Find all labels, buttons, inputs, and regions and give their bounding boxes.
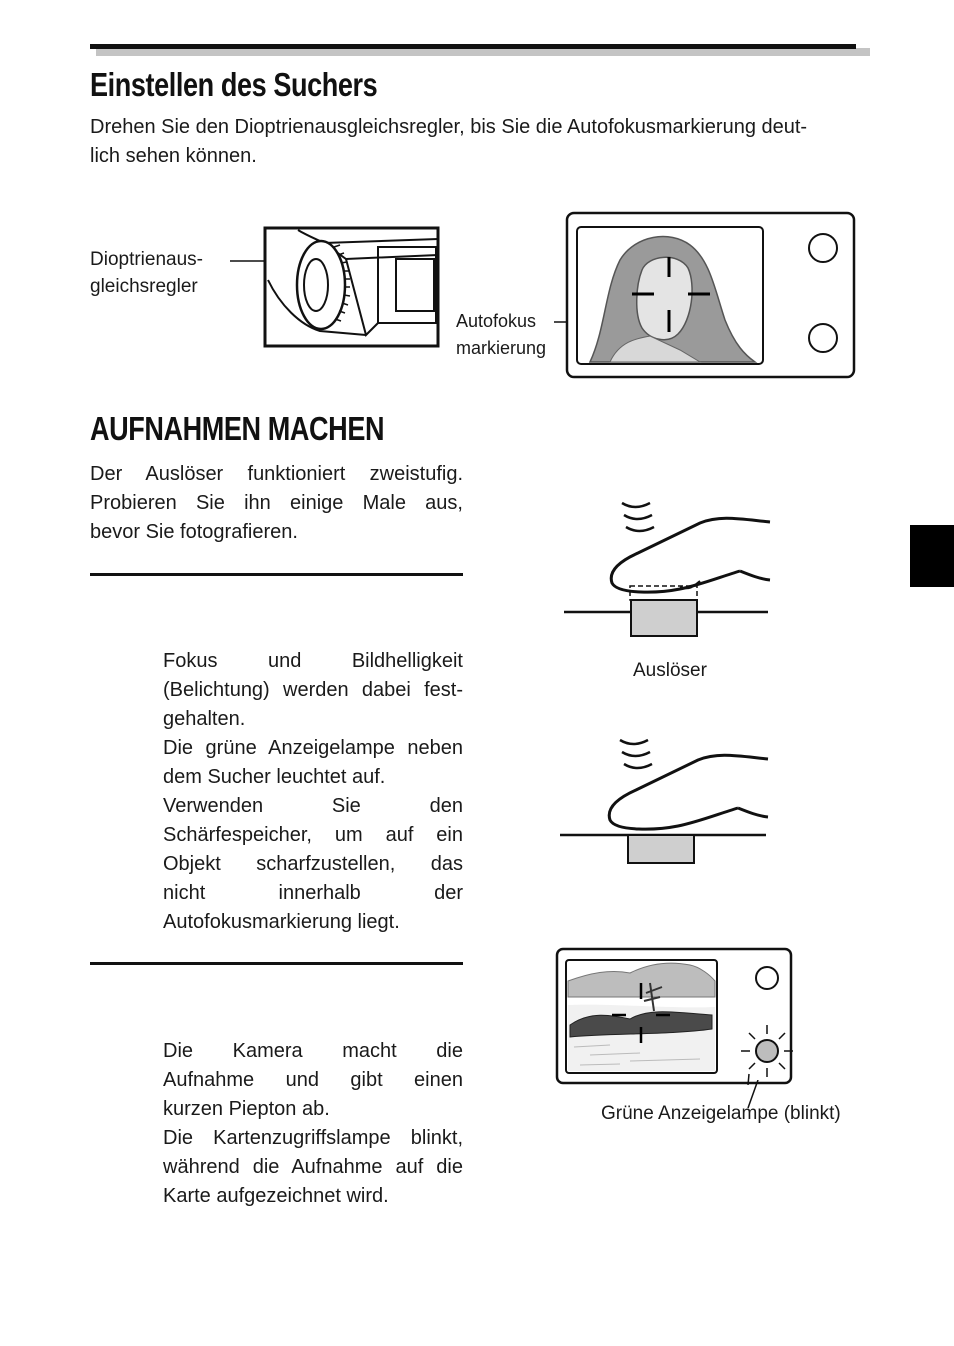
- af-mark-label: [456, 308, 546, 362]
- step1-line: nicht innerhalb der: [163, 882, 463, 904]
- half-press-illustration: [560, 495, 775, 640]
- green-lamp-blinking: [756, 1040, 778, 1062]
- intro-line: Probieren Sie ihn einige Male aus,: [90, 492, 463, 514]
- diopter-frame: [265, 228, 438, 346]
- step2-line: während die Aufnahme auf die: [163, 1156, 463, 1178]
- viewfinder-intro: [90, 113, 870, 171]
- full-press-illustration: [558, 732, 773, 867]
- af-label-line: markierung: [456, 338, 547, 358]
- chapter-tab: [910, 525, 954, 587]
- intro-line: Der Auslöser funktioniert zweistufig.: [90, 463, 463, 485]
- top-rule-shadow: [96, 48, 870, 56]
- intro-line: bevor Sie fotografieren.: [90, 521, 298, 543]
- viewfinder-lamp-top: [809, 234, 837, 262]
- step1-line: dem Sucher leuchtet auf.: [163, 766, 386, 788]
- step2-line: Karte aufgezeichnet wird.: [163, 1185, 389, 1207]
- step1-line: Fokus und Bildhelligkeit: [163, 650, 463, 672]
- shutter-button-full: [628, 835, 694, 863]
- section-title-taking-pictures: AUFNAHMEN MACHEN: [90, 410, 385, 447]
- diopter-label-line: gleichsregler: [90, 276, 198, 297]
- step1-line: (Belichtung) werden dabei fest-: [163, 679, 463, 701]
- viewfinder-portrait-illustration: [550, 210, 860, 382]
- intro-line: lich sehen können.: [90, 145, 257, 167]
- step1-text: [163, 647, 463, 937]
- step2-text: [163, 1037, 463, 1211]
- step1-line: Objekt scharfzustellen, das: [163, 853, 463, 875]
- diopter-label: [90, 246, 203, 300]
- intro-line: Drehen Sie den Dioptrienausgleichsregler, bis Sie die Autofokusmarkierung deut-: [90, 116, 808, 138]
- step1-line: Schärfespeicher, um auf ein: [163, 824, 463, 846]
- step1-divider: [90, 573, 463, 576]
- af-label-line: Autofokus: [456, 311, 537, 331]
- diopter-label-line: Dioptrienaus-: [90, 249, 203, 270]
- shutter-label: Auslöser: [633, 660, 707, 681]
- shooting-intro: [90, 460, 463, 547]
- top-rule: [90, 44, 856, 49]
- step1-line: Autofokusmarkierung liegt.: [163, 911, 400, 933]
- shutter-button-half: [631, 600, 697, 636]
- step1-line: gehalten.: [163, 708, 246, 730]
- viewfinder-lamp-bottom: [809, 324, 837, 352]
- step1-line: Die grüne Anzeigelampe neben: [163, 737, 463, 759]
- step1-line: Verwenden Sie den: [163, 795, 463, 817]
- press-motion-marks: [622, 503, 654, 531]
- step2-line: Die Kartenzugriffslampe blinkt,: [163, 1127, 463, 1149]
- step2-divider: [90, 962, 463, 965]
- portrait-face: [637, 257, 692, 339]
- viewfinder-landscape-illustration: [550, 945, 800, 1085]
- press-motion-marks: [620, 740, 652, 768]
- step2-line: kurzen Piepton ab.: [163, 1098, 330, 1120]
- step2-line: Aufnahme und gibt einen: [163, 1069, 463, 1091]
- step2-line: Die Kamera macht die: [163, 1040, 463, 1062]
- section-title-viewfinder: Einstellen des Suchers: [90, 66, 378, 103]
- green-lamp-label: Grüne Anzeigelampe (blinkt): [601, 1103, 841, 1124]
- diopter-dial-illustration: [228, 225, 442, 349]
- viewfinder-lamp-top: [756, 967, 778, 989]
